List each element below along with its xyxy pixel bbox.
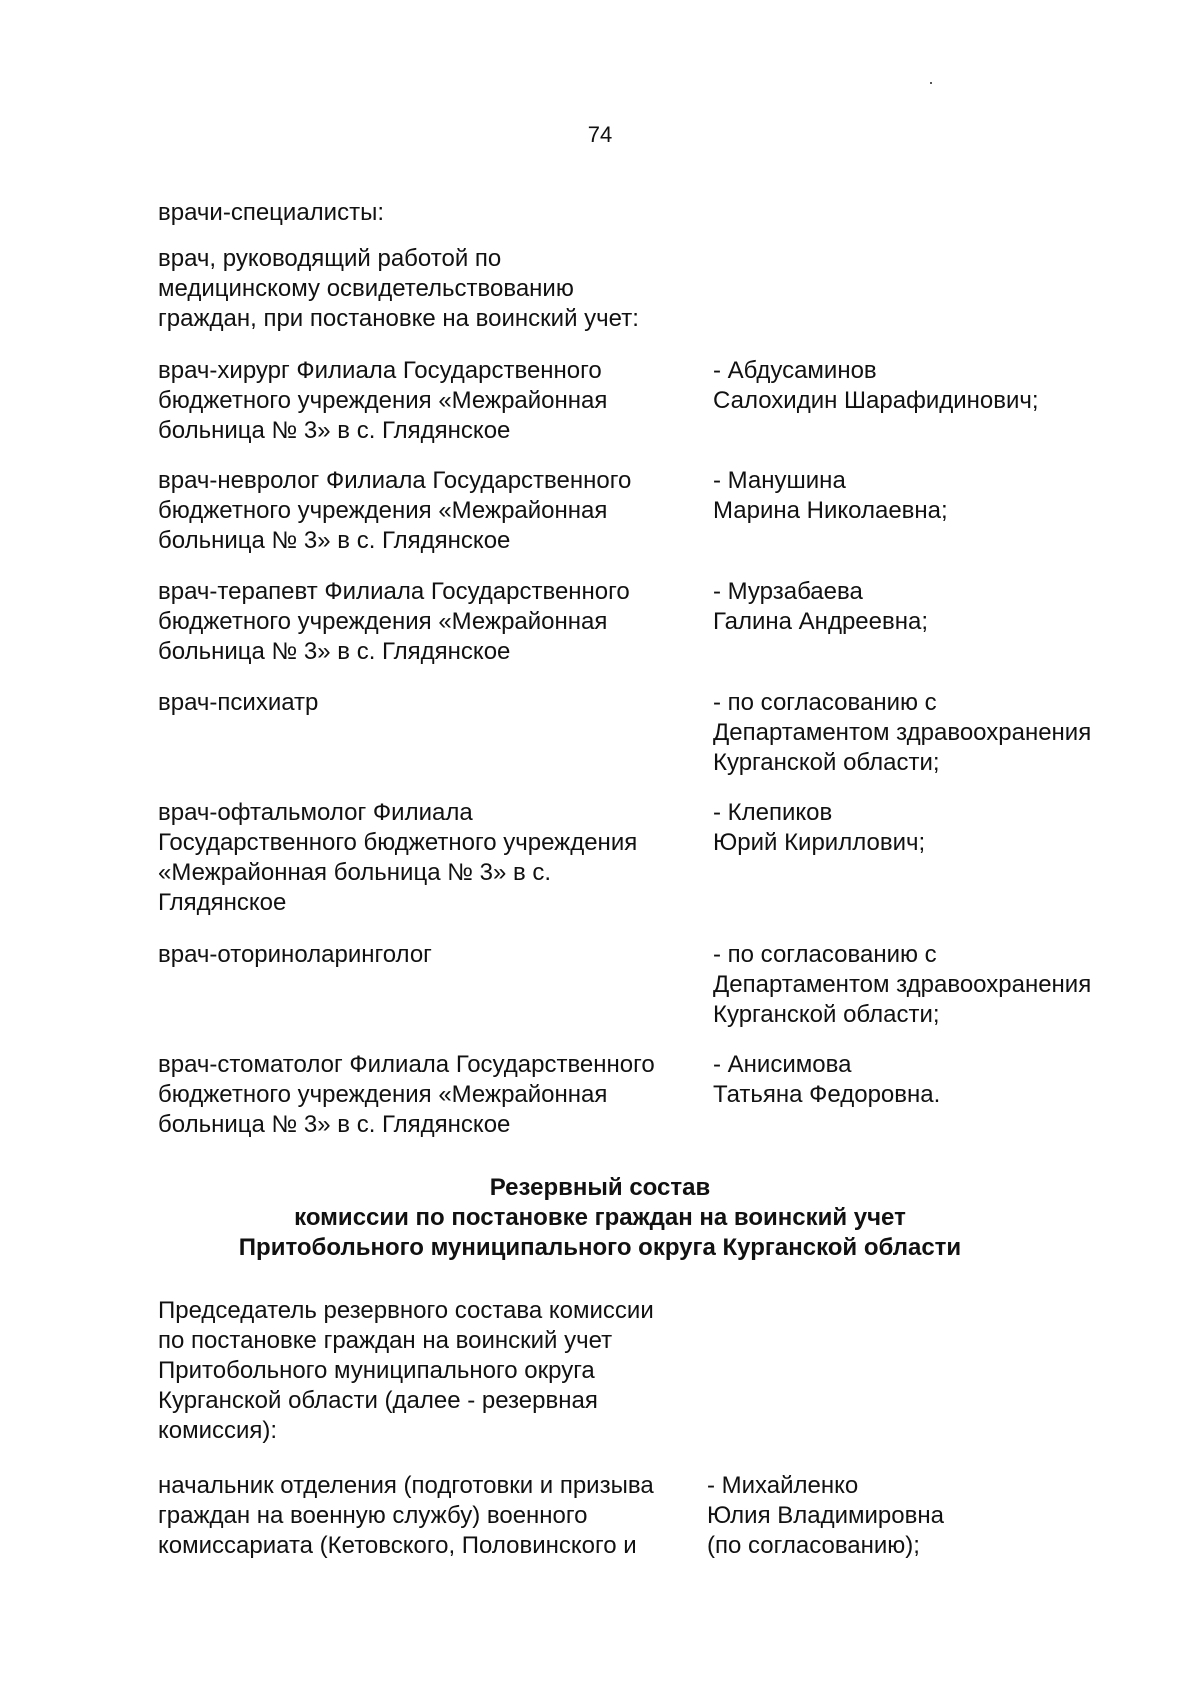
member-person-ophthalmologist: - Клепиков Юрий Кириллович; (713, 799, 926, 856)
member-role-therapist: врач-терапевт Филиала Государственного бюджетного учреждения «Межрайонная больница № 3» в с. Глядянское (158, 578, 630, 665)
reserve-member-role: начальник отделения (подготовки и призыва граждан на военную службу) военного комиссариата (Кетовского, Половинского и (158, 1472, 654, 1559)
reserve-title-line3: Притобольного муниципального округа Курганской области (238, 1234, 962, 1261)
member-role-surgeon: врач-хирург Филиала Государственного бюджетного учреждения «Межрайонная больница № 3» в с. Глядянское (158, 357, 608, 444)
member-role-otolaryngologist: врач-оториноларинголог (158, 941, 432, 968)
section-header: врачи-специалисты: (158, 199, 384, 226)
lead-role: врач, руководящий работой по медицинскому освидетельствованию граждан, при постановке на воинский учет: (158, 245, 639, 332)
member-role-ophthalmologist: врач-офтальмолог Филиала Государственного бюджетного учреждения «Межрайонная больница № 3» в с. Глядянское (158, 799, 638, 916)
member-person-therapist: - Мурзабаева Галина Андреевна; (713, 578, 929, 635)
member-person-psychiatrist: - по согласованию с Департаментом здравоохранения Курганской области; (713, 689, 1092, 776)
member-role-neurologist: врач-невролог Филиала Государственного бюджетного учреждения «Межрайонная больница № 3» в с. Глядянское (158, 467, 632, 554)
page-number: 74 (587, 122, 613, 147)
member-person-otolaryngologist: - по согласованию с Департаментом здравоохранения Курганской области; (713, 941, 1092, 1028)
reserve-title-line2: комиссии по постановке граждан на воинский учет (294, 1204, 906, 1231)
member-role-dentist: врач-стоматолог Филиала Государственного бюджетного учреждения «Межрайонная больница № 3» в с. Глядянское (158, 1051, 655, 1138)
reserve-title-line1: Резервный состав (489, 1174, 711, 1201)
reserve-member-person: - Михайленко Юлия Владимировна (по согласованию); (707, 1472, 944, 1559)
member-person-neurologist: - Манушина Марина Николаевна; (713, 467, 948, 524)
member-person-dentist: - Анисимова Татьяна Федоровна. (713, 1051, 941, 1108)
member-person-surgeon: - Абдусаминов Салохидин Шарафидинович; (713, 357, 1039, 414)
reserve-chair-role: Председатель резервного состава комиссии по постановке граждан на воинский учет Притобольного муниципального округа Курганской области (далее - резервная комиссия): (158, 1297, 654, 1444)
member-role-psychiatrist: врач-психиатр (158, 689, 319, 716)
scan-speck (930, 82, 932, 84)
